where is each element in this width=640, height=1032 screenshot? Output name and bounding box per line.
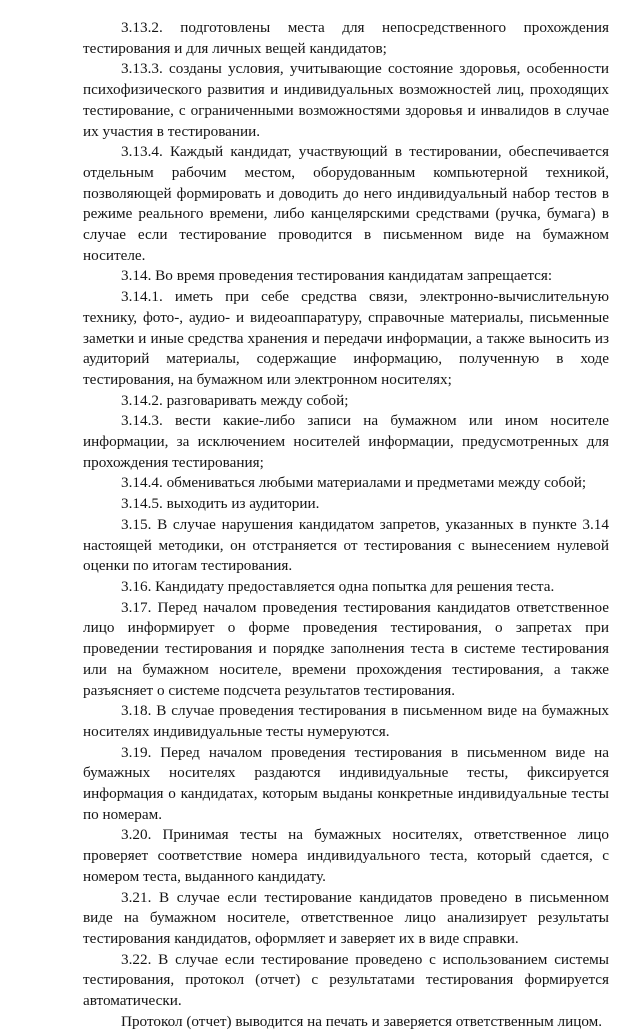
paragraph-3-14-4: 3.14.4. обмениваться любыми материалами и предметами между собой; [121,474,587,492]
paragraph-3-14-5: 3.14.5. выходить из аудитории. [121,495,320,513]
paragraph-3-14-3: 3.14.3. вести какие-либо записи на бумажном или ином носителе информации, за исключением носителей информации, предусмотренных для прохождения тестирования; [83,412,609,471]
document-body [83,18,609,1032]
paragraph-3-22: 3.22. В случае если тестирование проведено с использованием системы тестирования, протокол (отчет) с результатами тестирования формируется автоматически. [83,950,609,1010]
paragraph-3-13-3: 3.13.3. созданы условия, учитывающие состояние здоровья, особенности психофизического развития и индивидуальных возможностей лиц, проходящих тестирование, с ограниченными возможностями здоровья и инвалидов в случае их участия в тестировании. [83,60,609,140]
paragraph-3-21: 3.21. В случае если тестирование кандидатов проведено в письменном виде на бумажном носителе, ответственное лицо анализирует результаты тестирования кандидатов, оформляет и заверяет их в виде справки. [83,888,609,947]
paragraph-3-14: 3.14. Во время проведения тестирования кандидатам запрещается: [121,267,553,285]
paragraph-3-13-2: 3.13.2. подготовлены места для непосредственного прохождения тестирования и для личных вещей кандидатов; [83,19,609,57]
paragraph-3-13-4: 3.13.4. Каждый кандидат, участвующий в тестировании, обеспечивается отдельным рабочим местом, оборудованным компьютерной техникой, позволяющей формировать и доводить до него индивидуальный набор тестов в режиме реального времени, либо канцелярскими средствами (ручка, бумага) в случае если тестирование проводится в письменном виде на бумажном носителе. [83,143,609,264]
paragraph-3-17: 3.17. Перед началом проведения тестирования кандидатов ответственное лицо информирует о форме проведения тестирования, о запретах при проведении тестирования и порядке заполнения теста в системе тестирования или на бумажном носителе, времени прохождения тестирования, а также разъясняет о системе подсчета результатов тестирования. [83,598,609,699]
paragraph-3-15: 3.15. В случае нарушения кандидатом запретов, указанных в пункте 3.14 настоящей методики, он отстраняется от тестирования с вынесением нулевой оценки по итогам тестирования. [83,515,609,575]
paragraph-3-20: 3.20. Принимая тесты на бумажных носителях, ответственное лицо проверяет соответствие номера индивидуального теста, который сдается, с номером теста, выданного кандидату. [83,826,609,885]
paragraph-3-19: 3.19. Перед началом проведения тестирования в письменном виде на бумажных носителях раздаются индивидуальные тесты, фиксируется информация о кандидатах, которым выданы конкретные индивидуальные тесты по номерам. [83,743,609,823]
paragraph-3-14-1: 3.14.1. иметь при себе средства связи, электронно-вычислительную технику, фото-, аудио- и видеоаппаратуру, справочные материалы, письменные заметки и иные средства хранения и передачи информации, а также выносить из аудиторий материалы, содержащие информацию, полученную в ходе тестирования, на бумажном или электронном носителях; [83,288,609,388]
paragraph-3-18: 3.18. В случае проведения тестирования в письменном виде на бумажных носителях индивидуальные тесты нумеруются. [83,702,609,740]
paragraph-3-14-2: 3.14.2. разговаривать между собой; [121,391,349,409]
paragraph-3-16: 3.16. Кандидату предоставляется одна попытка для решения теста. [121,577,555,595]
paragraph-protocol: Протокол (отчет) выводится на печать и заверяется ответственным лицом. [121,1012,603,1030]
